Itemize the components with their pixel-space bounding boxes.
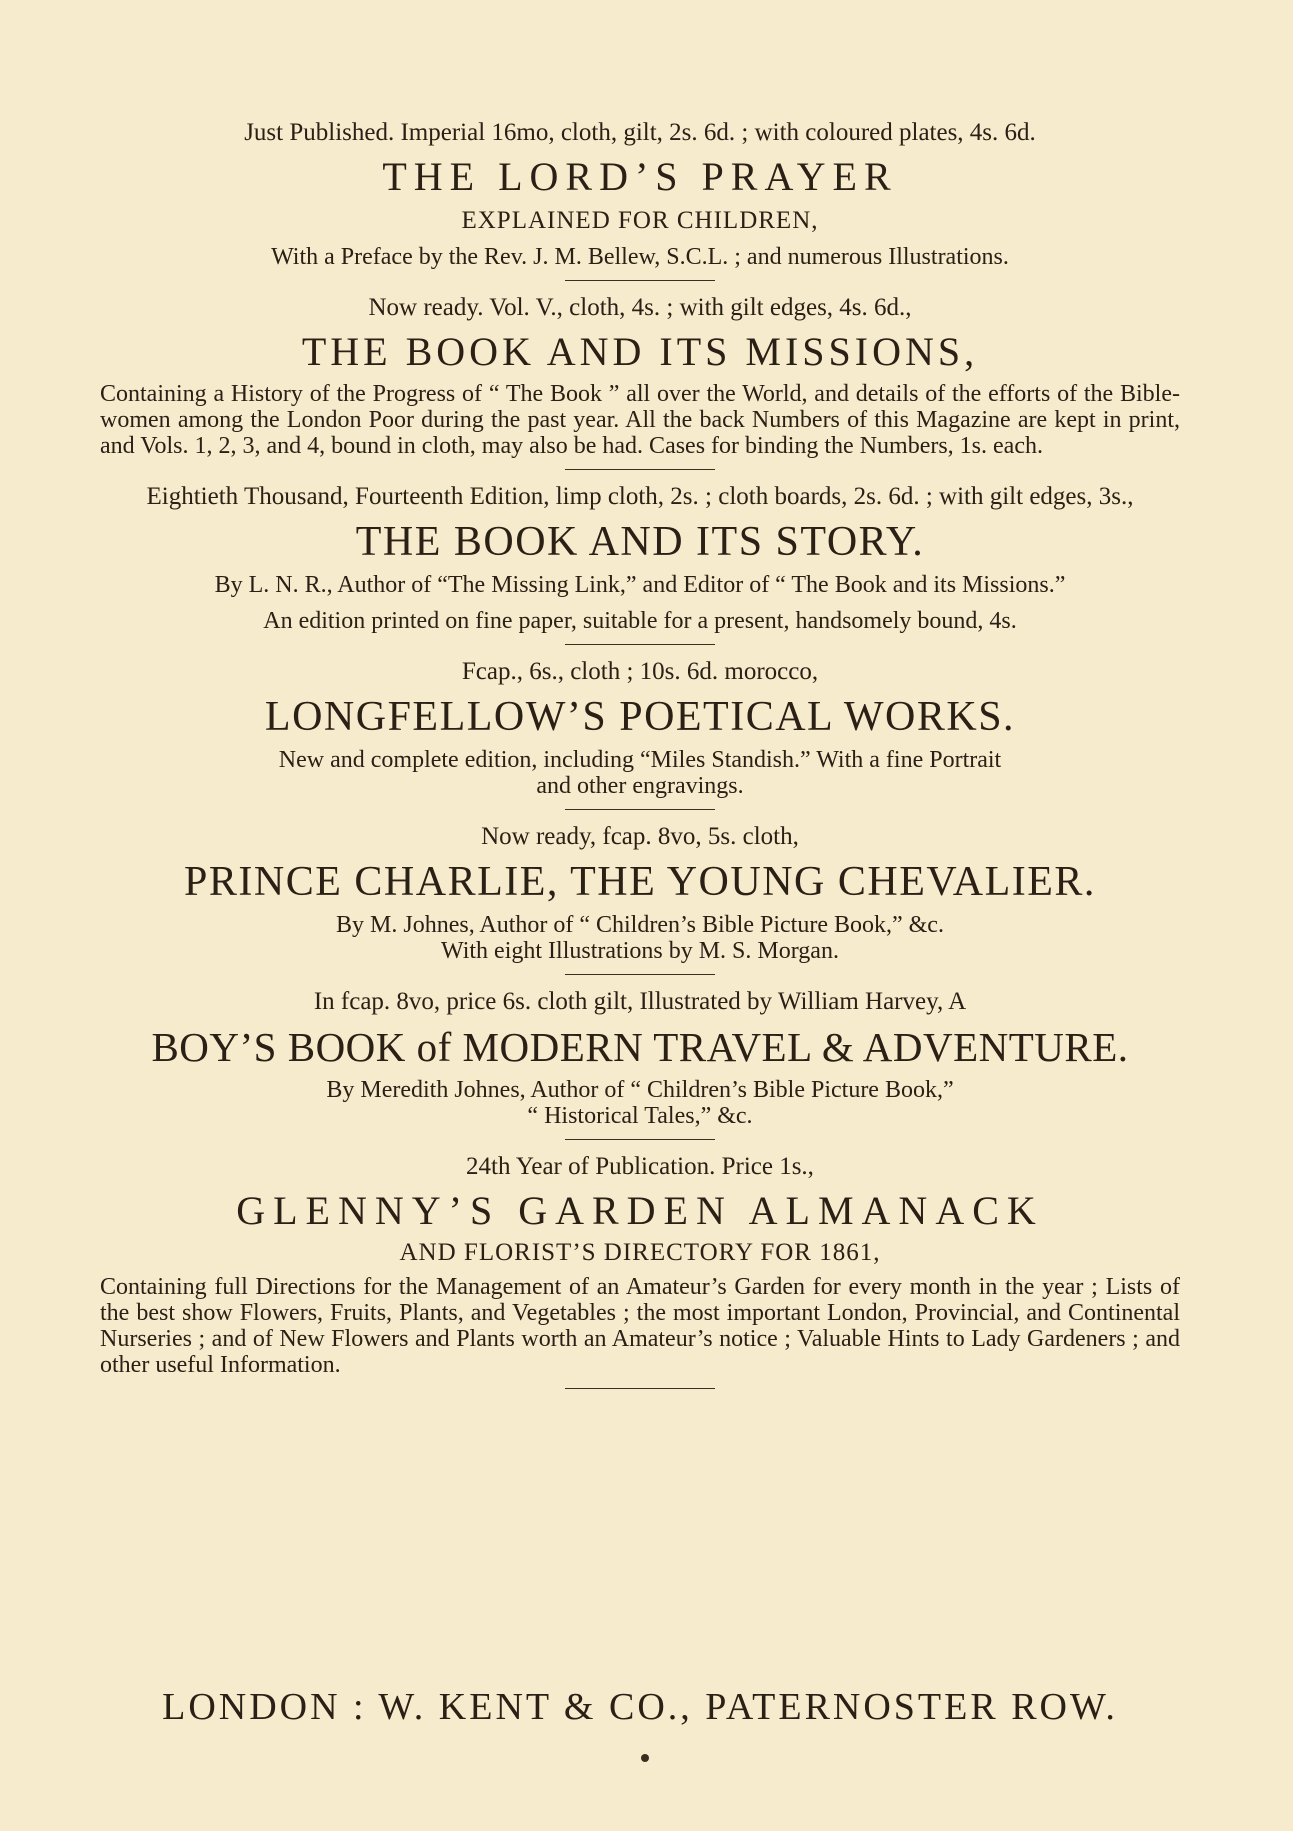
divider-rule bbox=[565, 974, 715, 975]
divider-rule bbox=[565, 469, 715, 470]
ad-description: New and complete edition, including “Miles Standish.” With a fine Portrait and other engravings. bbox=[278, 747, 1002, 799]
ad-glennys-garden-almanack bbox=[100, 1152, 1180, 1378]
ad-meta: 24th Year of Publication. Price 1s., bbox=[466, 1153, 814, 1180]
ad-book-and-its-missions bbox=[100, 293, 1180, 459]
divider-rule bbox=[565, 809, 715, 810]
ad-title: LONGFELLOW’S POETICAL WORKS. bbox=[264, 694, 1016, 740]
divider-rule bbox=[565, 280, 715, 281]
ad-prince-charlie bbox=[100, 822, 1180, 964]
ad-lords-prayer bbox=[100, 118, 1180, 270]
ad-description: By Meredith Johnes, Author of “ Children’s Bible Picture Book,” bbox=[326, 1077, 954, 1103]
ad-subtitle: EXPLAINED FOR CHILDREN, bbox=[461, 207, 819, 234]
ad-description: With a Preface by the Rev. J. M. Bellew, S.C.L. ; and numerous Illustrations. bbox=[271, 244, 1009, 270]
ad-description: Containing a History of the Progress of “ The Book ” all over the World, and details of the efforts of the Bible-women among the London Poor during the past year. All the back Numbers of this Magazine are kept in print, and Vols. 1, 2, 3, and 4, bound in cloth, may also be had. Cases for binding the Numbers, 1s. each. bbox=[100, 381, 1180, 459]
divider-rule bbox=[565, 644, 715, 645]
ad-subtitle: AND FLORIST’S DIRECTORY FOR 1861, bbox=[399, 1239, 881, 1266]
publisher-imprint: LONDON : W. KENT & CO., PATERNOSTER ROW. bbox=[162, 1686, 1118, 1728]
ad-meta: Eightieth Thousand, Fourteenth Edition, limp cloth, 2s. ; cloth boards, 2s. 6d. ; with gilt edges, 3s., bbox=[146, 483, 1134, 510]
ad-title: THE LORD’S PRAYER bbox=[382, 154, 898, 199]
ad-description: By M. Johnes, Author of “ Children’s Bible Picture Book,” &c. bbox=[336, 912, 944, 938]
ad-meta: Fcap., 6s., cloth ; 10s. 6d. morocco, bbox=[461, 658, 819, 685]
ad-title: THE BOOK AND ITS STORY. bbox=[355, 519, 925, 565]
ad-title: GLENNY’S GARDEN ALMANACK bbox=[236, 1188, 1044, 1233]
ad-meta: In fcap. 8vo, price 6s. cloth gilt, Illustrated by William Harvey, A bbox=[313, 988, 967, 1015]
ornament-dot bbox=[641, 1754, 649, 1762]
ad-longfellow-poetical-works bbox=[100, 657, 1180, 799]
divider-rule bbox=[565, 1388, 715, 1389]
advertisement-page bbox=[100, 118, 1180, 1401]
ad-title: THE BOOK AND ITS MISSIONS, bbox=[301, 329, 979, 374]
ad-meta: Now ready. Vol. V., cloth, 4s. ; with gilt edges, 4s. 6d., bbox=[368, 294, 912, 321]
ad-book-and-its-story bbox=[100, 482, 1180, 634]
ad-meta: Just Published. Imperial 16mo, cloth, gilt, 2s. 6d. ; with coloured plates, 4s. 6d. bbox=[244, 119, 1036, 146]
ad-boys-book-modern-travel bbox=[100, 987, 1180, 1129]
ad-description-secondary: An edition printed on fine paper, suitable for a present, handsomely bound, 4s. bbox=[263, 608, 1017, 634]
ad-description: By L. N. R., Author of “The Missing Link,” and Editor of “ The Book and its Missions.” bbox=[214, 572, 1066, 598]
ad-description: Containing full Directions for the Management of an Amateur’s Garden for every month in the year ; Lists of the best show Flowers, Fruits, Plants, and Vegetables ; the most important London, Provincial, and Continental Nurseries ; and of New Flowers and Plants worth an Amateur’s notice ; Valuable Hints to Lady Gardeners ; and other useful Information. bbox=[100, 1274, 1180, 1378]
ad-description-secondary: With eight Illustrations by M. S. Morgan. bbox=[441, 938, 839, 964]
ad-title: BOY’S BOOK of MODERN TRAVEL & ADVENTURE. bbox=[151, 1024, 1129, 1070]
ad-meta: Now ready, fcap. 8vo, 5s. cloth, bbox=[481, 823, 799, 850]
ad-description-secondary: “ Historical Tales,” &c. bbox=[527, 1103, 753, 1129]
divider-rule bbox=[565, 1139, 715, 1140]
ad-title: PRINCE CHARLIE, THE YOUNG CHEVALIER. bbox=[184, 859, 1096, 905]
